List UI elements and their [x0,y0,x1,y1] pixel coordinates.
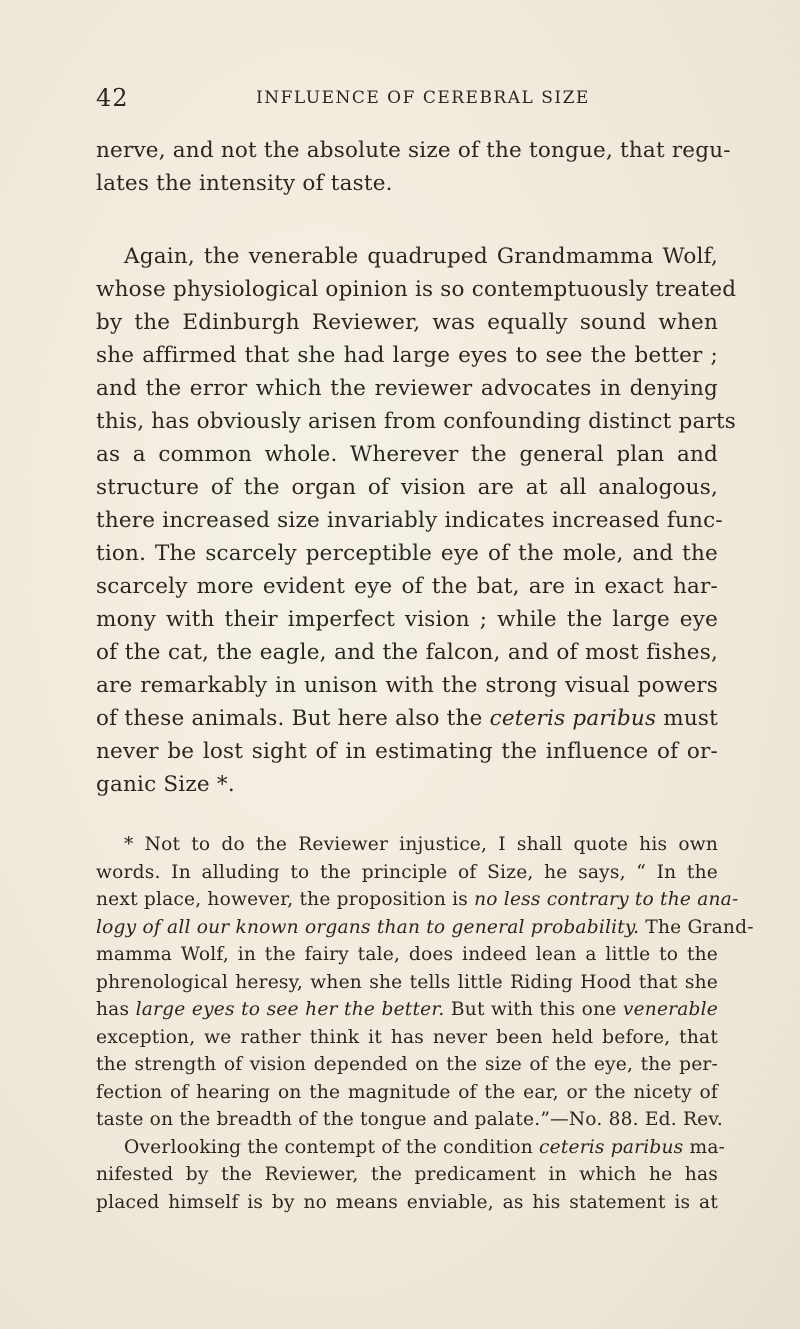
text-run: must [656,706,718,731]
text-run: has [96,999,136,1020]
text-run: The Grand- [639,916,754,938]
text-line: are remarkably in unison with the strong visual powers [96,673,718,698]
main-text [96,134,754,1216]
text-line: tion. The scarcely perceptible eye of the mole, and the [96,541,718,566]
text-line: she affirmed that she had large eyes to see the better ; [96,343,718,368]
text-line: as a common whole. Wherever the general plan and [96,442,718,467]
paragraph [96,240,737,801]
text-line: structure of the organ of vision are at all analogous, [96,475,718,500]
running-title: INFLUENCE OF CEREBRAL SIZE [256,88,590,108]
text-run: Overlooking the contempt of the condition [124,1136,539,1158]
text-line: this, has obviously arisen from confounding distinct parts [96,409,737,434]
paragraph [96,134,731,200]
italic-phrase: large eyes to see her the better. [135,999,445,1020]
text-line: there increased size invariably indicates increased func- [96,508,723,533]
italic-phrase: ceteris paribus [539,1136,684,1158]
italic-phrase: no less contrary to the ana- [474,889,739,910]
footnote-line: placed himself is by no means enviable, as his statement is at [96,1191,718,1213]
italic-phrase: logy of all our known organs than to general probability. [96,916,640,938]
footnote-line: nifested by the Reviewer, the predicament in which he has [96,1164,718,1185]
footnote-line [96,914,754,942]
text-run: of these animals. But here also the [96,706,490,731]
footnote-line [96,996,718,1024]
text-line: ganic Size *. [96,772,235,797]
text-line: whose physiological opinion is so contemptuously treated [96,277,737,302]
footnote-line: phrenological heresy, when she tells little Riding Hood that she [96,971,718,993]
text-line: scarcely more evident eye of the bat, are in exact har- [96,574,718,599]
footnote-line: exception, we rather think it has never been held before, that [96,1026,718,1048]
text-line: by the Edinburgh Reviewer, was equally sound when [96,310,718,335]
footnote-line: words. In alluding to the principle of Size, he says, “ In the [96,861,718,883]
italic-phrase: ceteris paribus [489,706,657,731]
footnote [96,831,754,1216]
footnote-line: taste on the breadth of the tongue and palate.”—No. 88. Ed. Rev. [96,1109,723,1130]
page-header [96,84,716,116]
footnote-line: mamma Wolf, in the fairy tale, does indeed lean a little to the [96,944,718,965]
text-line: of the cat, the eagle, and the falcon, and of most fishes, [96,640,718,665]
text-line: and the error which the reviewer advocates in denying [96,376,718,401]
footnote-line [96,1134,726,1162]
text-run: ma- [683,1136,726,1158]
footnote-line: the strength of vision depended on the size of the eye, the per- [96,1054,718,1075]
footnote-line: fection of hearing on the magnitude of the ear, or the nicety of [96,1081,718,1103]
footnote-line [96,886,739,914]
text-line: lates the intensity of taste. [96,171,393,196]
text-line: never be lost sight of in estimating the influence of or- [96,739,718,764]
text-run: But with this one [444,999,623,1020]
text-line: mony with their imperfect vision ; while the large eye [96,607,718,632]
italic-phrase: venerable [622,999,718,1020]
text-line [96,702,718,735]
text-line: nerve, and not the absolute size of the tongue, that regu- [96,138,731,163]
footnote-line: * Not to do the Reviewer injustice, I shall quote his own [124,834,718,855]
text-line: Again, the venerable quadruped Grandmamma Wolf, [124,244,718,269]
text-run: next place, however, the proposition is [96,889,475,910]
page-number: 42 [96,84,129,112]
